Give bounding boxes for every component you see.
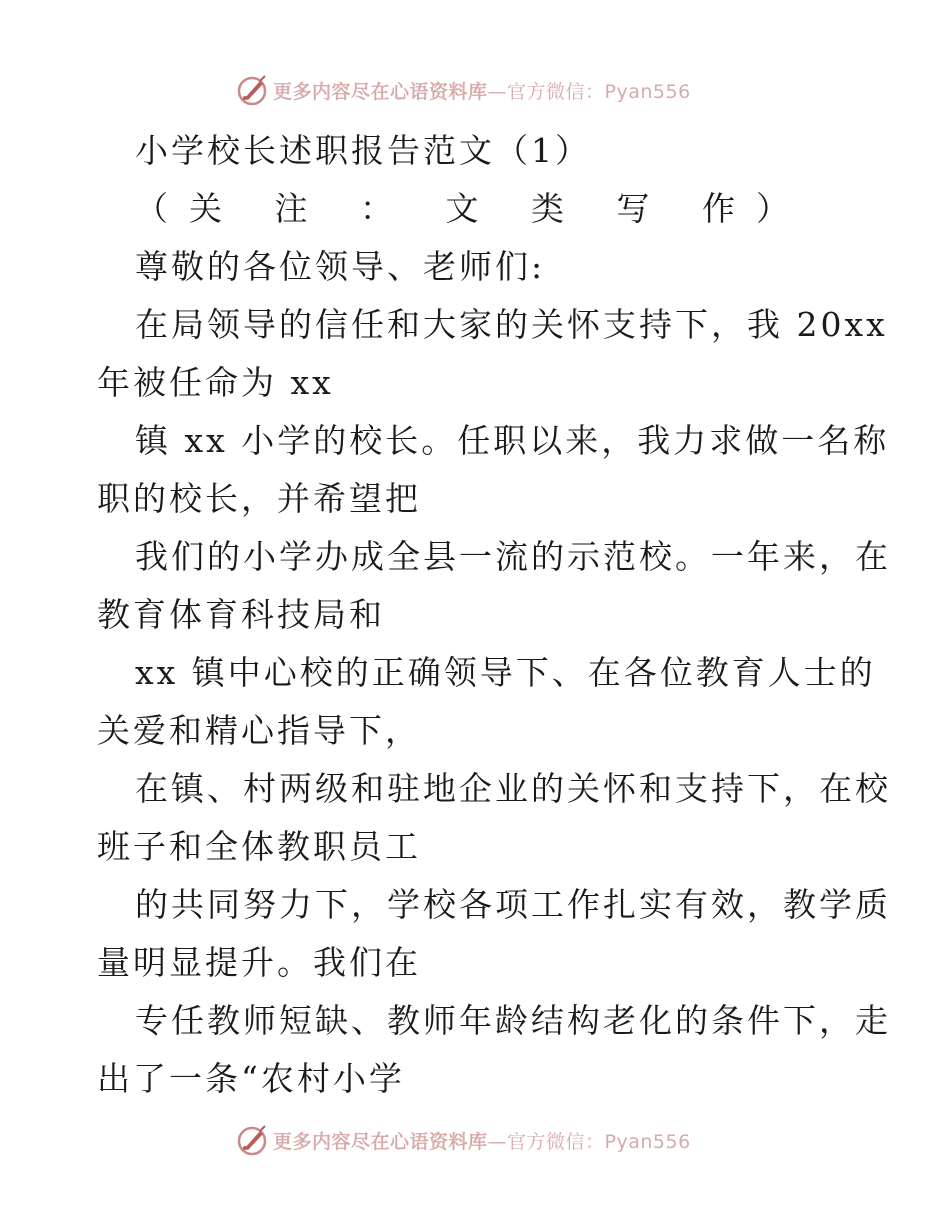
watermark-main-text: 更多内容尽在心语资料库: [273, 1130, 488, 1153]
text-line: 量明显提升。我们在: [97, 943, 421, 982]
text-line: xx 镇中心校的正确领导下、在各位教育人士的: [135, 653, 876, 692]
text-line: 出了一条“农村小学: [97, 1059, 405, 1098]
text-line: 在镇、村两级和驻地企业的关怀和支持下，在校: [135, 769, 891, 808]
header-watermark: [235, 70, 755, 110]
text-line: 教育体育科技局和: [97, 595, 385, 634]
quill-pen-circle-icon: [235, 73, 269, 107]
text-line: 在局领导的信任和大家的关怀支持下，我 20xx: [135, 305, 888, 344]
text-line: 关爱和精心指导下，: [97, 711, 421, 750]
watermark-sub-text: —官方微信：Pyan556: [487, 80, 691, 103]
text-line: 尊敬的各位领导、老师们:: [135, 247, 546, 286]
text-line: 镇 xx 小学的校长。任职以来，我力求做一名称: [135, 421, 890, 460]
text-line: 职的校长，并希望把: [97, 479, 421, 518]
document-body: [97, 122, 891, 1108]
text-line: 小学校长述职报告范文（1）: [135, 131, 591, 170]
watermark-sub-text: —官方微信：Pyan556: [487, 1130, 691, 1153]
text-line: （关 注 ： 文 类 写 作）: [135, 189, 810, 228]
text-line: 我们的小学办成全县一流的示范校。一年来，在: [135, 537, 891, 576]
watermark-main-text: 更多内容尽在心语资料库: [273, 80, 488, 103]
text-line: 班子和全体教职员工: [97, 827, 421, 866]
footer-watermark: [235, 1120, 755, 1160]
quill-pen-circle-icon: [235, 1123, 269, 1157]
text-line: 的共同努力下，学校各项工作扎实有效，教学质: [135, 885, 891, 924]
text-line: 年被任命为 xx: [97, 363, 334, 402]
text-line: 专任教师短缺、教师年龄结构老化的条件下，走: [135, 1001, 891, 1040]
